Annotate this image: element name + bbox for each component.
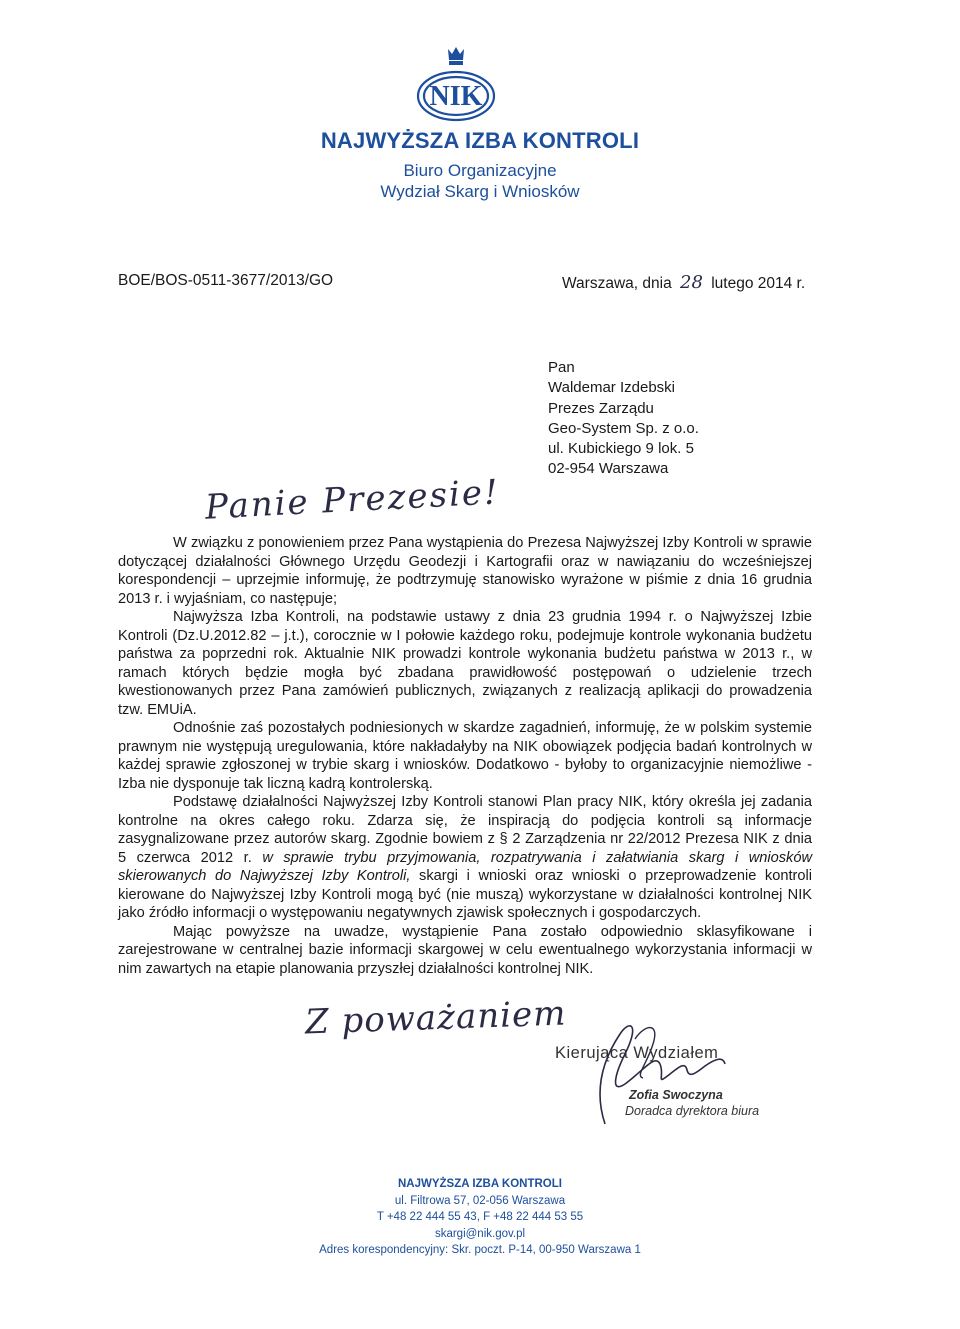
signatory-role: Doradca dyrektora biura xyxy=(625,1104,760,1118)
paragraph: W związku z ponowieniem przez Pana wystąpienia do Prezesa Najwyższej Izby Kontroli w sprawie dotyczącej działalności Głównego Urzędu Geodezji i Kartografii oraz w nawiązaniu do wcześniejszej korespondencji – uprzejmie informuję, że podtrzymuję stanowisko wyrażone w piśmie z dnia 16 grudnia 2013 r. i wyjaśniam, co następuje; xyxy=(118,535,812,607)
address-line: Geo-System Sp. z o.o. xyxy=(548,419,699,437)
footer-email: skargi@nik.gov.pl xyxy=(434,1227,526,1240)
paragraph: Mając powyższe na uwadze, wystąpienie Pana zostało odpowiednio sklasyfikowane i zarejestrowane w centralnej bazie informacji skargowej w celu ewentualnego wykorzystania informacji w nim zawartych na etapie planowania przyszłej działalności kontrolnej NIK. xyxy=(118,923,812,977)
regulation-title: w sprawie trybu przyjmowania, rozpatrywania i załatwiania skarg i wniosków skierowanych do Najwyższej Izby Kontroli, xyxy=(118,849,813,884)
footer xyxy=(0,1176,960,1259)
handwritten-salutation: Panie Prezesie! xyxy=(204,472,501,528)
paragraph: Najwyższa Izba Kontroli, na podstawie ustawy z dnia 23 grudnia 1994 r. o Najwyższej Izbie Kontroli (Dz.U.2012.82 – j.t.), corocznie w I połowie każdego roku, podejmuje kontrole wykonania budżetu państwa za poprzedni rok. Aktualnie NIK prowadzi kontrole wykonania budżetu państwa w 2013 r., w ramach których będzie mogła być zbadana prawidłowość postępowań o udzielenie trzech kwestionowanych przez Pana zamówień publicznych, związanych z realizacją aplikacji do prowadzenia tzw. EMUiA. xyxy=(118,609,812,718)
address-line: Pan xyxy=(548,359,575,376)
paragraph xyxy=(118,793,812,923)
signatory-title: Kierująca Wydziałem xyxy=(555,1044,719,1062)
signature-icon xyxy=(565,1014,735,1130)
paragraph-text: Podstawę działalności Najwyższej Izby Kontroli stanowi Plan pracy NIK, który określa jej zadania kontrolne na okres całego roku. Zdarza się, że inspiracją do podjęcia kontroli są informacje zasygnalizowane przez autorów skarg. Zgodnie bowiem z § 2 Zarządzenia nr 22/2012 Prezesa NIK z dnia 5 czerwca 2012 r. xyxy=(118,794,812,866)
footer-street: ul. Filtrowa 57, 02-056 Warszawa xyxy=(394,1194,566,1207)
recipient-address xyxy=(548,358,699,480)
department-name: Wydział Skarg i Wniosków xyxy=(380,182,580,201)
signatory-name: Zofia Swoczyna xyxy=(629,1088,723,1102)
address-line: ul. Kubickiego 9 lok. 5 xyxy=(548,440,694,458)
logo-text: NIK xyxy=(429,81,483,112)
paragraph-text: skargi i wnioski oraz wnioski o przeprowadzenie kontroli kierowane do Najwyższej Izby Kontroli mogą być (nie muszą) wykorzystane w działalności kontrolnej NIK jako źródło informacji o występowaniu negatywnych zjawisk społecznych i gospodarczych. xyxy=(118,868,812,921)
date-prefix: Warszawa, dnia xyxy=(562,275,672,292)
date-day-handwritten: 28 xyxy=(680,272,703,293)
office-name: Biuro Organizacyjne xyxy=(403,161,557,180)
footer-phones: T +48 22 444 55 43, F +48 22 444 53 55 xyxy=(376,1211,584,1223)
address-line: 02-954 Warszawa xyxy=(548,460,669,478)
footer-institution: NAJWYŻSZA IZBA KONTROLI xyxy=(398,1178,562,1190)
nik-logo-icon xyxy=(408,44,504,128)
reference-number: BOE/BOS-0511-3677/2013/GO xyxy=(118,272,334,289)
date-line xyxy=(562,272,805,293)
handwritten-closing: Z poważaniem xyxy=(304,993,567,1043)
address-line: Waldemar Izdebski xyxy=(548,379,675,397)
address-line: Prezes Zarządu xyxy=(548,399,654,417)
letter-body xyxy=(118,534,812,978)
institution-title: NAJWYŻSZA IZBA KONTROLI xyxy=(320,128,640,153)
footer-mail-address: Adres korespondencyjny: Skr. poczt. P-14, 00-950 Warszawa 1 xyxy=(319,1244,641,1256)
date-suffix: lutego 2014 r. xyxy=(711,275,806,292)
signature-block xyxy=(555,1030,795,1130)
paragraph: Odnośnie zaś pozostałych podniesionych w skardze zagadnień, informuję, że w polskim systemie prawnym nie występują uregulowania, które nakładałyby na NIK obowiązek podjęcia badań kontrolnych w każdej sprawie zgłoszonej w trybie skarg i wniosków. Dodatkowo - byłoby to organizacyjnie niemożliwe - Izba nie dysponuje tak liczną kadrą kontrolerską. xyxy=(118,720,812,792)
